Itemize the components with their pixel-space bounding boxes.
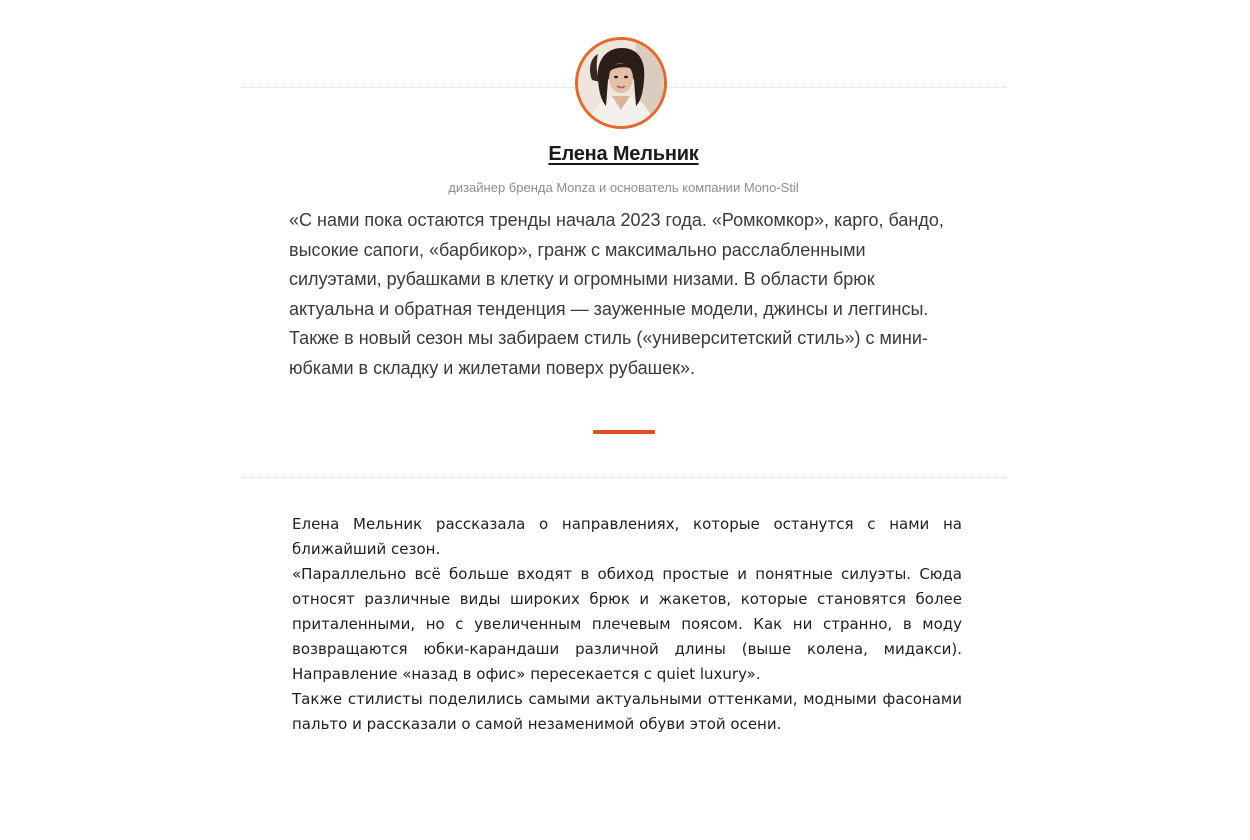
author-portrait-icon bbox=[578, 40, 664, 126]
article-paragraph: «Параллельно всё больше входят в обиход простые и понятные силуэты. Сюда относят различные виды широких брюк и жакетов, которые становятся более приталенными, но с увеличенным плечевым поясом. Как ни странно, в моду возвращаются юбки-карандаши различной длины (выше колена, мидакси). Направление «назад в офис» пересекается с quiet luxury». bbox=[292, 565, 962, 683]
article-paragraph: Также стилисты поделились самыми актуальными оттенками, модными фасонами пальто и рассказали о самой незаменимой обуви этой осени. bbox=[292, 690, 962, 733]
article-paragraph: Елена Мельник рассказала о направлениях, которые останутся с нами на ближайший сезон. bbox=[292, 515, 962, 558]
author-avatar bbox=[575, 37, 667, 129]
article-body bbox=[292, 512, 962, 737]
accent-bar bbox=[593, 430, 655, 434]
expert-quote-card bbox=[241, 0, 1006, 480]
author-role: дизайнер бренда Monza и основатель компании Mono-Stil bbox=[448, 180, 799, 195]
author-name[interactable]: Елена Мельник bbox=[548, 143, 699, 165]
expert-quote-text: «С нами пока остаются тренды начала 2023 года. «Ромкомкор», карго, бандо, высокие сапоги, «барбикор», гранж с максимально расслабленными силуэтами, рубашками в клетку и огромными низами. В области брюк актуальна и обратная тенденция — зауженные модели, джинсы и леггинсы. Также в новый сезон мы забираем стиль («университетский стиль») с мини-юбками в складку и жилетами поверх рубашек». bbox=[289, 210, 944, 378]
divider-bottom bbox=[241, 477, 1006, 478]
